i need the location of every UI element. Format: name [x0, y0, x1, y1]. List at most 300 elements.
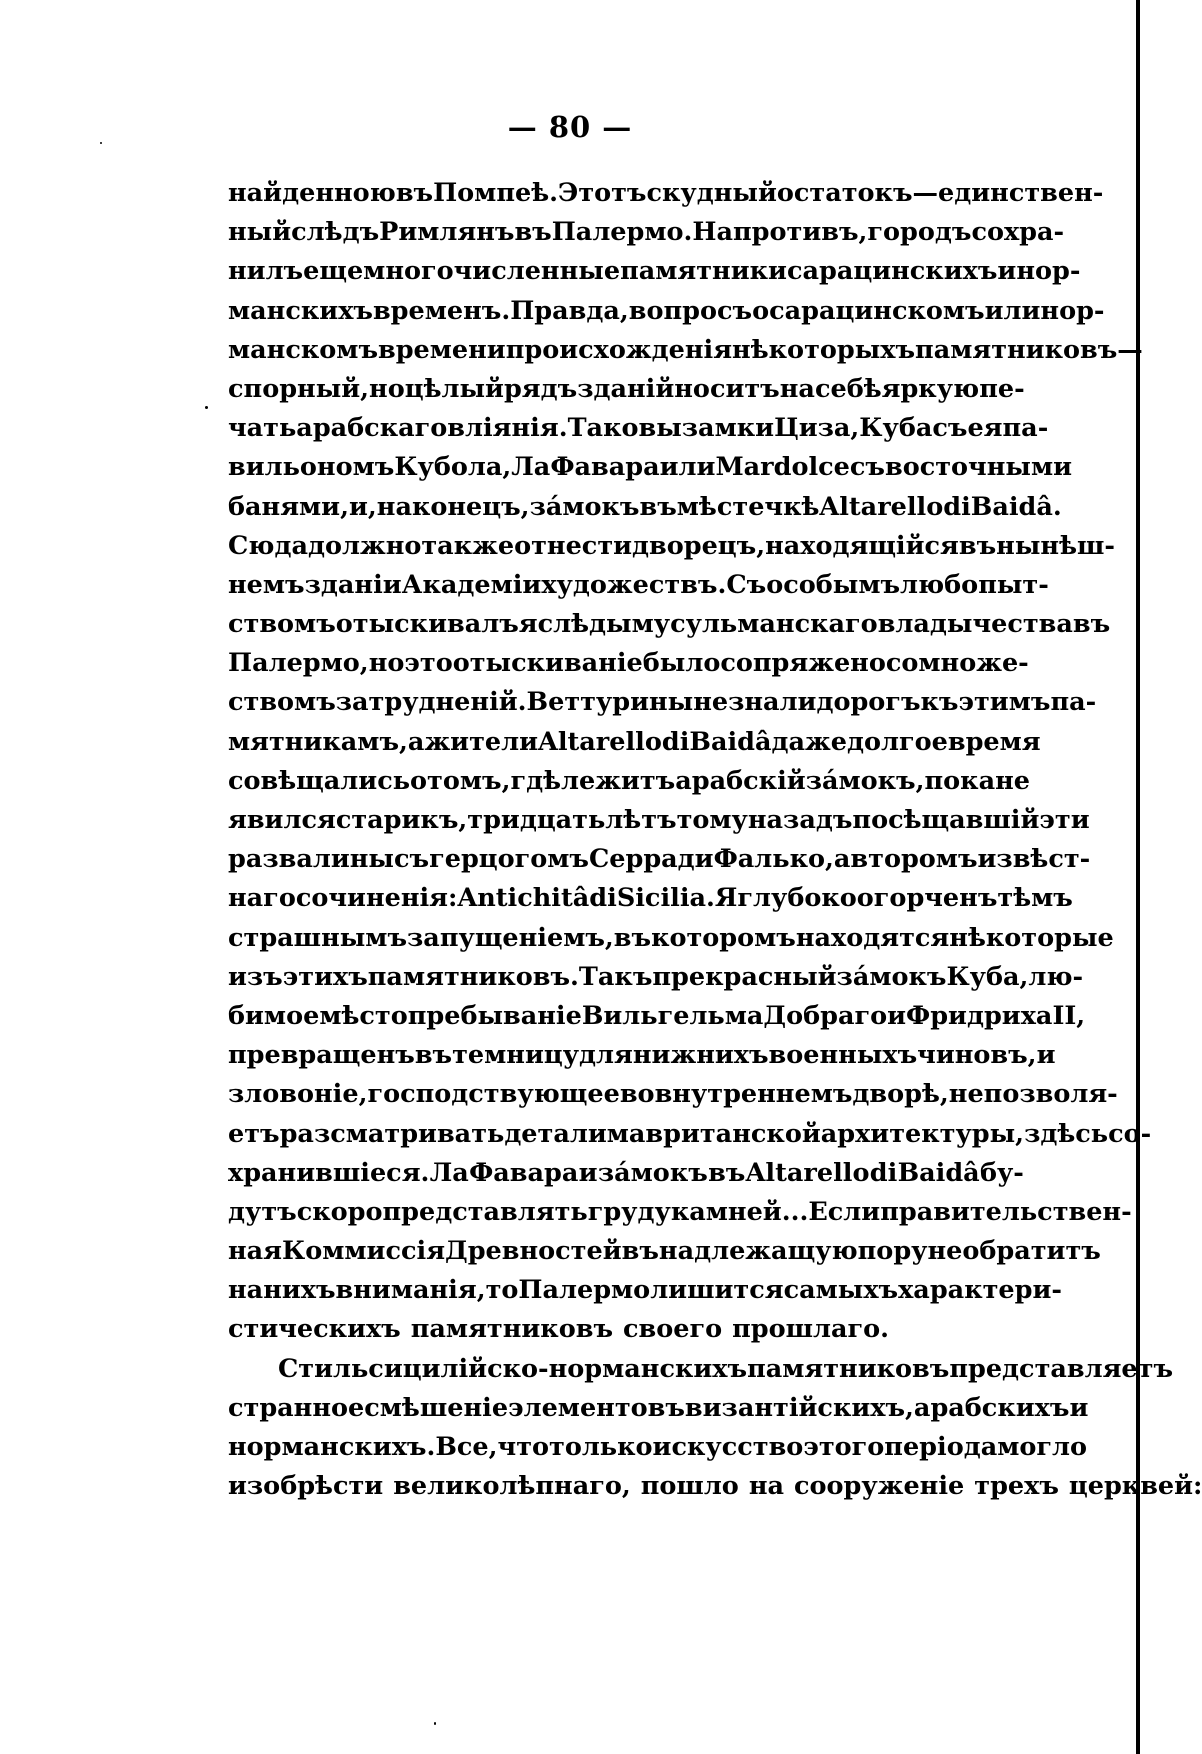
- word: Altarello: [819, 491, 944, 522]
- word: запущеніемъ,: [407, 922, 614, 953]
- word: нынѣш-: [996, 530, 1115, 561]
- word: Все,: [435, 1432, 498, 1462]
- word: въ: [708, 1157, 746, 1188]
- word: зáмокъ: [597, 1157, 708, 1188]
- word: Фавара: [550, 452, 660, 483]
- word: ея: [967, 413, 1003, 444]
- text-line: [228, 174, 1104, 213]
- word: мусульманскаго: [631, 609, 878, 640]
- word: Sicilia.: [616, 883, 715, 914]
- word: Сюда: [228, 530, 308, 561]
- word: Циза,: [774, 413, 860, 444]
- word: я: [518, 609, 538, 640]
- text-line: [228, 1193, 1132, 1232]
- word: византійскихъ,: [684, 1392, 914, 1423]
- word: Altarello: [538, 726, 662, 757]
- word: знали: [728, 687, 817, 718]
- word: di: [943, 491, 971, 522]
- word: лю-: [1028, 961, 1084, 992]
- word: церквей:: [1068, 1471, 1202, 1502]
- word: періода: [884, 1432, 998, 1462]
- word: позволя-: [983, 1079, 1118, 1110]
- word: старикъ,: [335, 805, 468, 835]
- word: военныхъ: [768, 1040, 918, 1071]
- word: арабскаго: [296, 413, 448, 444]
- word: этихъ: [282, 961, 368, 992]
- word: происхожденія: [505, 334, 733, 365]
- word: своего: [623, 1314, 723, 1345]
- word: Веттурины: [526, 687, 694, 718]
- word: Baidâ: [689, 726, 772, 757]
- text-line: [228, 1428, 1088, 1467]
- word: di: [661, 726, 690, 757]
- word: II,: [1052, 1000, 1086, 1031]
- word: Antichitâ: [457, 883, 590, 914]
- word: или: [659, 452, 716, 483]
- word: груду: [587, 1196, 671, 1227]
- word: носитъ: [674, 373, 780, 404]
- word: сарацинскомъ: [769, 295, 985, 326]
- word: герцогомъ: [429, 844, 589, 875]
- word: городъ: [867, 217, 972, 248]
- word: ствомъ: [228, 609, 336, 640]
- word: разсматривать: [279, 1118, 505, 1149]
- text-line: [228, 1310, 1024, 1349]
- word: Baidâ.: [970, 491, 1062, 522]
- word: дутъ: [228, 1196, 297, 1227]
- word: стическихъ: [228, 1314, 401, 1345]
- text-line: [228, 879, 1073, 918]
- word: съ: [849, 452, 885, 483]
- word: искусство: [652, 1432, 804, 1462]
- scan-speck: [100, 142, 102, 144]
- text-line: [228, 1036, 1056, 1075]
- word: надлежащую: [658, 1236, 858, 1267]
- text-line: [228, 644, 1029, 683]
- word: назадъ: [747, 805, 853, 835]
- word: только: [549, 1432, 653, 1462]
- word: правительствен-: [880, 1196, 1132, 1227]
- text-line: [228, 1467, 1202, 1506]
- word: превращенъ: [228, 1040, 415, 1071]
- word: находятся: [795, 922, 950, 953]
- text-line: [228, 1075, 1118, 1114]
- word: Я: [714, 883, 738, 914]
- word: нихъ: [263, 1275, 336, 1306]
- word: отыскивалъ: [335, 609, 519, 640]
- word: съ: [394, 844, 430, 875]
- word: Ла: [429, 1157, 469, 1188]
- word: пока: [924, 765, 996, 796]
- word: извѣст-: [977, 844, 1091, 875]
- word: темницу: [452, 1040, 580, 1071]
- word: и: [997, 256, 1017, 287]
- word: еще: [303, 256, 364, 287]
- word: сицилійско-норманскихъ: [368, 1353, 748, 1384]
- word: слѣдъ: [291, 217, 380, 248]
- word: Altarello: [745, 1157, 870, 1188]
- word: въ: [395, 178, 434, 208]
- word: представлять: [382, 1196, 588, 1227]
- word: и,: [348, 491, 377, 522]
- word: ная: [228, 1236, 283, 1267]
- word: лежитъ: [561, 765, 676, 796]
- word: съ: [932, 413, 968, 444]
- word: Куба,: [946, 961, 1029, 992]
- word: пору: [857, 1236, 928, 1267]
- word: слѣды: [537, 609, 632, 640]
- word: Палермо: [518, 1275, 651, 1306]
- word: Римлянъ: [379, 217, 515, 248]
- word: Добраго: [763, 1000, 888, 1031]
- word: явился: [228, 805, 336, 835]
- word: Съ: [726, 569, 767, 600]
- word: томъ,: [427, 765, 511, 796]
- text-line: [228, 723, 1041, 762]
- text-line: [228, 605, 1111, 644]
- text-line: [228, 370, 1024, 409]
- word: нилъ: [228, 256, 304, 287]
- word: камней...: [670, 1196, 809, 1227]
- word: прошлаго.: [732, 1314, 890, 1345]
- word: Палермо.: [551, 217, 693, 248]
- word: этого: [803, 1432, 885, 1462]
- word: памятники: [620, 256, 787, 287]
- text-line: [228, 566, 1049, 605]
- text-line: [228, 958, 1084, 997]
- word: Этотъ: [558, 178, 647, 208]
- word: въ: [613, 922, 652, 953]
- text-line: [228, 448, 1073, 487]
- word: къ: [920, 687, 959, 718]
- word: во: [619, 1079, 655, 1110]
- word: зáмокъ: [836, 961, 947, 992]
- word: тѣмъ: [997, 883, 1073, 914]
- word: и: [1036, 1040, 1056, 1071]
- word: норманскихъ.: [228, 1432, 436, 1462]
- word: пе-: [979, 373, 1025, 404]
- word: развалины: [228, 844, 394, 875]
- word: изъ: [228, 961, 283, 992]
- text-line: [228, 527, 1115, 566]
- word: дворѣ,: [852, 1079, 949, 1110]
- word: со: [885, 648, 919, 679]
- word: па-: [1002, 413, 1049, 444]
- paragraph: [228, 174, 1152, 1350]
- word: отыскиваніе: [452, 648, 643, 679]
- word: не: [927, 1236, 963, 1267]
- word: di: [869, 1157, 898, 1188]
- word: замки: [681, 413, 775, 444]
- word: яркую: [881, 373, 980, 404]
- word: прекрасный: [652, 961, 837, 992]
- word: бимое: [228, 1000, 320, 1031]
- word: нѣкоторыхъ: [732, 334, 916, 365]
- word: господствующее: [367, 1079, 620, 1110]
- word: Фавара: [469, 1157, 579, 1188]
- word: етъ: [228, 1118, 280, 1149]
- word: мѣстечкѣ: [676, 491, 820, 522]
- word: банями,: [228, 491, 349, 522]
- word: тому: [676, 805, 748, 835]
- word: наконецъ,: [376, 491, 530, 522]
- text-line: [228, 1154, 1024, 1193]
- word: а: [407, 726, 425, 757]
- word: на: [779, 373, 815, 404]
- word: въ: [958, 530, 997, 561]
- word: эти: [1039, 805, 1090, 835]
- word: со-: [1108, 1118, 1152, 1149]
- word: нор-: [1040, 295, 1105, 326]
- word: скоро: [296, 1196, 383, 1227]
- text-line: [228, 409, 1049, 448]
- word: рядъ: [503, 373, 578, 404]
- text-line: [228, 1115, 1152, 1154]
- word: себѣ: [814, 373, 882, 404]
- word: въ: [639, 491, 677, 522]
- word: было: [642, 648, 721, 679]
- word: не: [995, 765, 1031, 796]
- word: нижнихъ: [632, 1040, 769, 1071]
- word: памятниковъ: [747, 1353, 950, 1384]
- word: Коммиссія: [282, 1236, 446, 1267]
- word: посѣщавшій: [852, 805, 1040, 835]
- paragraph: [228, 1350, 1202, 1507]
- word: самыхъ: [783, 1275, 899, 1306]
- word: вильономъ: [228, 452, 395, 483]
- word: восточными: [885, 452, 1073, 483]
- word: Помпеѣ.: [433, 178, 559, 208]
- word: о: [410, 765, 428, 796]
- word: множе-: [918, 648, 1029, 679]
- word: вопросъ: [628, 295, 753, 326]
- word: долгое: [847, 726, 948, 757]
- word: нор-: [1016, 256, 1081, 287]
- word: мавританской: [606, 1118, 821, 1149]
- text-line: [228, 488, 1062, 527]
- word: зданіи: [304, 569, 402, 600]
- word: Напротивъ,: [692, 217, 868, 248]
- word: Таковы: [567, 413, 682, 444]
- word: въ: [414, 1040, 453, 1071]
- word: найденною: [228, 178, 396, 208]
- word: но: [368, 648, 405, 679]
- word: тридцать: [467, 805, 606, 835]
- word: манскихъ: [228, 295, 373, 326]
- word: въ: [1072, 609, 1111, 640]
- text-line: [228, 292, 1105, 331]
- word: здѣсь: [1024, 1118, 1109, 1149]
- word: Mardolce: [715, 452, 850, 483]
- word: на: [228, 1275, 264, 1306]
- word: мятникамъ,: [228, 726, 408, 757]
- word: жители: [424, 726, 539, 757]
- word: смѣшеніе: [364, 1392, 509, 1423]
- word: художествъ.: [541, 569, 727, 600]
- word: любопыт-: [900, 569, 1049, 600]
- word: для: [579, 1040, 633, 1071]
- word: чиновъ,: [917, 1040, 1037, 1071]
- word: арабскихъ: [913, 1392, 1070, 1423]
- word: особымъ: [766, 569, 901, 600]
- word: Серра: [588, 844, 678, 875]
- word: спорный,: [228, 373, 370, 404]
- text-line: [228, 997, 1086, 1036]
- word: па-: [1050, 687, 1097, 718]
- word: страшнымъ: [228, 922, 408, 953]
- word: манскомъ: [228, 334, 378, 365]
- word: обратитъ: [962, 1236, 1101, 1267]
- word: памятниковъ: [410, 1314, 614, 1345]
- word: не: [693, 687, 729, 718]
- word: остатокъ: [776, 178, 913, 208]
- word: гдѣ: [510, 765, 562, 796]
- text-line: [228, 331, 1143, 370]
- word: зловоніе,: [228, 1079, 368, 1110]
- word: времени: [378, 334, 506, 365]
- word: элементовъ: [508, 1392, 685, 1423]
- word: ди: [677, 844, 714, 875]
- word: время: [947, 726, 1041, 757]
- word: о: [752, 295, 770, 326]
- word: лѣтъ: [605, 805, 677, 835]
- word: зданій: [577, 373, 675, 404]
- word: немъ: [228, 569, 305, 600]
- word: то: [485, 1275, 519, 1306]
- word: единствен-: [938, 178, 1104, 208]
- scan-speck: [205, 406, 208, 409]
- word: вниманія,: [335, 1275, 486, 1306]
- text-line: [228, 683, 1097, 722]
- word: странное: [228, 1392, 365, 1423]
- word: что: [497, 1432, 550, 1462]
- word: и: [887, 1000, 907, 1031]
- word: Академіи: [401, 569, 542, 600]
- word: на: [748, 1471, 785, 1502]
- word: ный: [228, 217, 292, 248]
- text-line: [228, 840, 1091, 879]
- word: владычества: [877, 609, 1073, 640]
- word: и: [578, 1157, 598, 1188]
- word: наго: [228, 883, 296, 914]
- word: изобрѣсти: [228, 1471, 384, 1502]
- word: мѣстопребываніе: [319, 1000, 582, 1031]
- word: великолѣпнаго,: [393, 1471, 631, 1502]
- word: Стиль: [278, 1353, 369, 1384]
- word: совѣщались: [228, 765, 411, 796]
- word: и: [1069, 1392, 1089, 1423]
- word: нѣкоторые: [949, 922, 1114, 953]
- word: находящійся: [765, 530, 959, 561]
- word: лишится: [650, 1275, 784, 1306]
- word: памятниковъ—: [915, 334, 1143, 365]
- word: Такъ: [578, 961, 653, 992]
- word: Правда,: [510, 295, 629, 326]
- word: чать: [228, 413, 297, 444]
- word: Ла: [511, 452, 551, 483]
- word: огорченъ: [856, 883, 998, 914]
- word: въ: [621, 1236, 659, 1267]
- word: многочисленные: [363, 256, 621, 287]
- word: Вильгельма: [581, 1000, 764, 1031]
- word: или: [984, 295, 1041, 326]
- text-line: [228, 213, 1065, 252]
- word: отнести: [514, 530, 633, 561]
- word: временъ.: [372, 295, 511, 326]
- word: въ: [514, 217, 552, 248]
- word: цѣлый: [404, 373, 504, 404]
- word: не: [948, 1079, 984, 1110]
- word: пошло: [640, 1471, 739, 1502]
- word: Фридриха: [906, 1000, 1053, 1031]
- text-line: [228, 801, 1090, 840]
- word: должно: [307, 530, 422, 561]
- text-line: [228, 252, 1081, 291]
- word: трехъ: [974, 1471, 1059, 1502]
- word: ствомъ: [228, 687, 336, 718]
- word: также: [421, 530, 515, 561]
- word: скудный: [646, 178, 777, 208]
- text-line: [228, 1389, 1089, 1428]
- word: Древностей: [445, 1236, 622, 1267]
- word: сохра-: [971, 217, 1065, 248]
- word: которомъ: [651, 922, 796, 953]
- text-line: [228, 1350, 1174, 1389]
- paragraphs: [228, 174, 1202, 1506]
- text-line: [228, 1271, 1062, 1310]
- word: детали: [504, 1118, 607, 1149]
- word: сочиненія:: [295, 883, 458, 914]
- word: бу-: [979, 1157, 1024, 1188]
- word: —: [912, 178, 939, 208]
- text-line: [228, 1232, 1101, 1271]
- word: глубоко: [737, 883, 857, 914]
- text-line: [228, 919, 1114, 958]
- word: это: [404, 648, 453, 679]
- word: но: [369, 373, 405, 404]
- word: памятниковъ.: [367, 961, 579, 992]
- word: хранившіеся.: [228, 1157, 430, 1188]
- word: арабскій: [675, 765, 806, 796]
- word: Палермо,: [228, 648, 369, 679]
- word: сарацинскихъ: [786, 256, 998, 287]
- word: могло: [997, 1432, 1088, 1462]
- word: зáмокъ,: [805, 765, 925, 796]
- word: Фалько,: [713, 844, 834, 875]
- word: сооруженіе: [794, 1471, 965, 1502]
- word: даже: [771, 726, 848, 757]
- word: зáмокъ: [529, 491, 640, 522]
- word: дорогъ: [816, 687, 921, 718]
- scan-speck: [434, 1722, 436, 1725]
- word: этимъ: [958, 687, 1051, 718]
- word: характери-: [898, 1275, 1062, 1306]
- word: сопряжено: [720, 648, 886, 679]
- word: Куба: [859, 413, 933, 444]
- page-number: — 80 —: [507, 110, 633, 144]
- word: представляетъ: [949, 1353, 1174, 1384]
- text-line: [228, 762, 1031, 801]
- word: внутреннемъ: [654, 1079, 853, 1110]
- text-block: [228, 174, 1202, 1506]
- word: затрудненій.: [335, 687, 527, 718]
- word: авторомъ: [833, 844, 978, 875]
- word: Если: [808, 1196, 881, 1227]
- word: di: [589, 883, 617, 914]
- word: вліянія.: [447, 413, 568, 444]
- word: Baidâ: [897, 1157, 980, 1188]
- word: Кубола,: [394, 452, 512, 483]
